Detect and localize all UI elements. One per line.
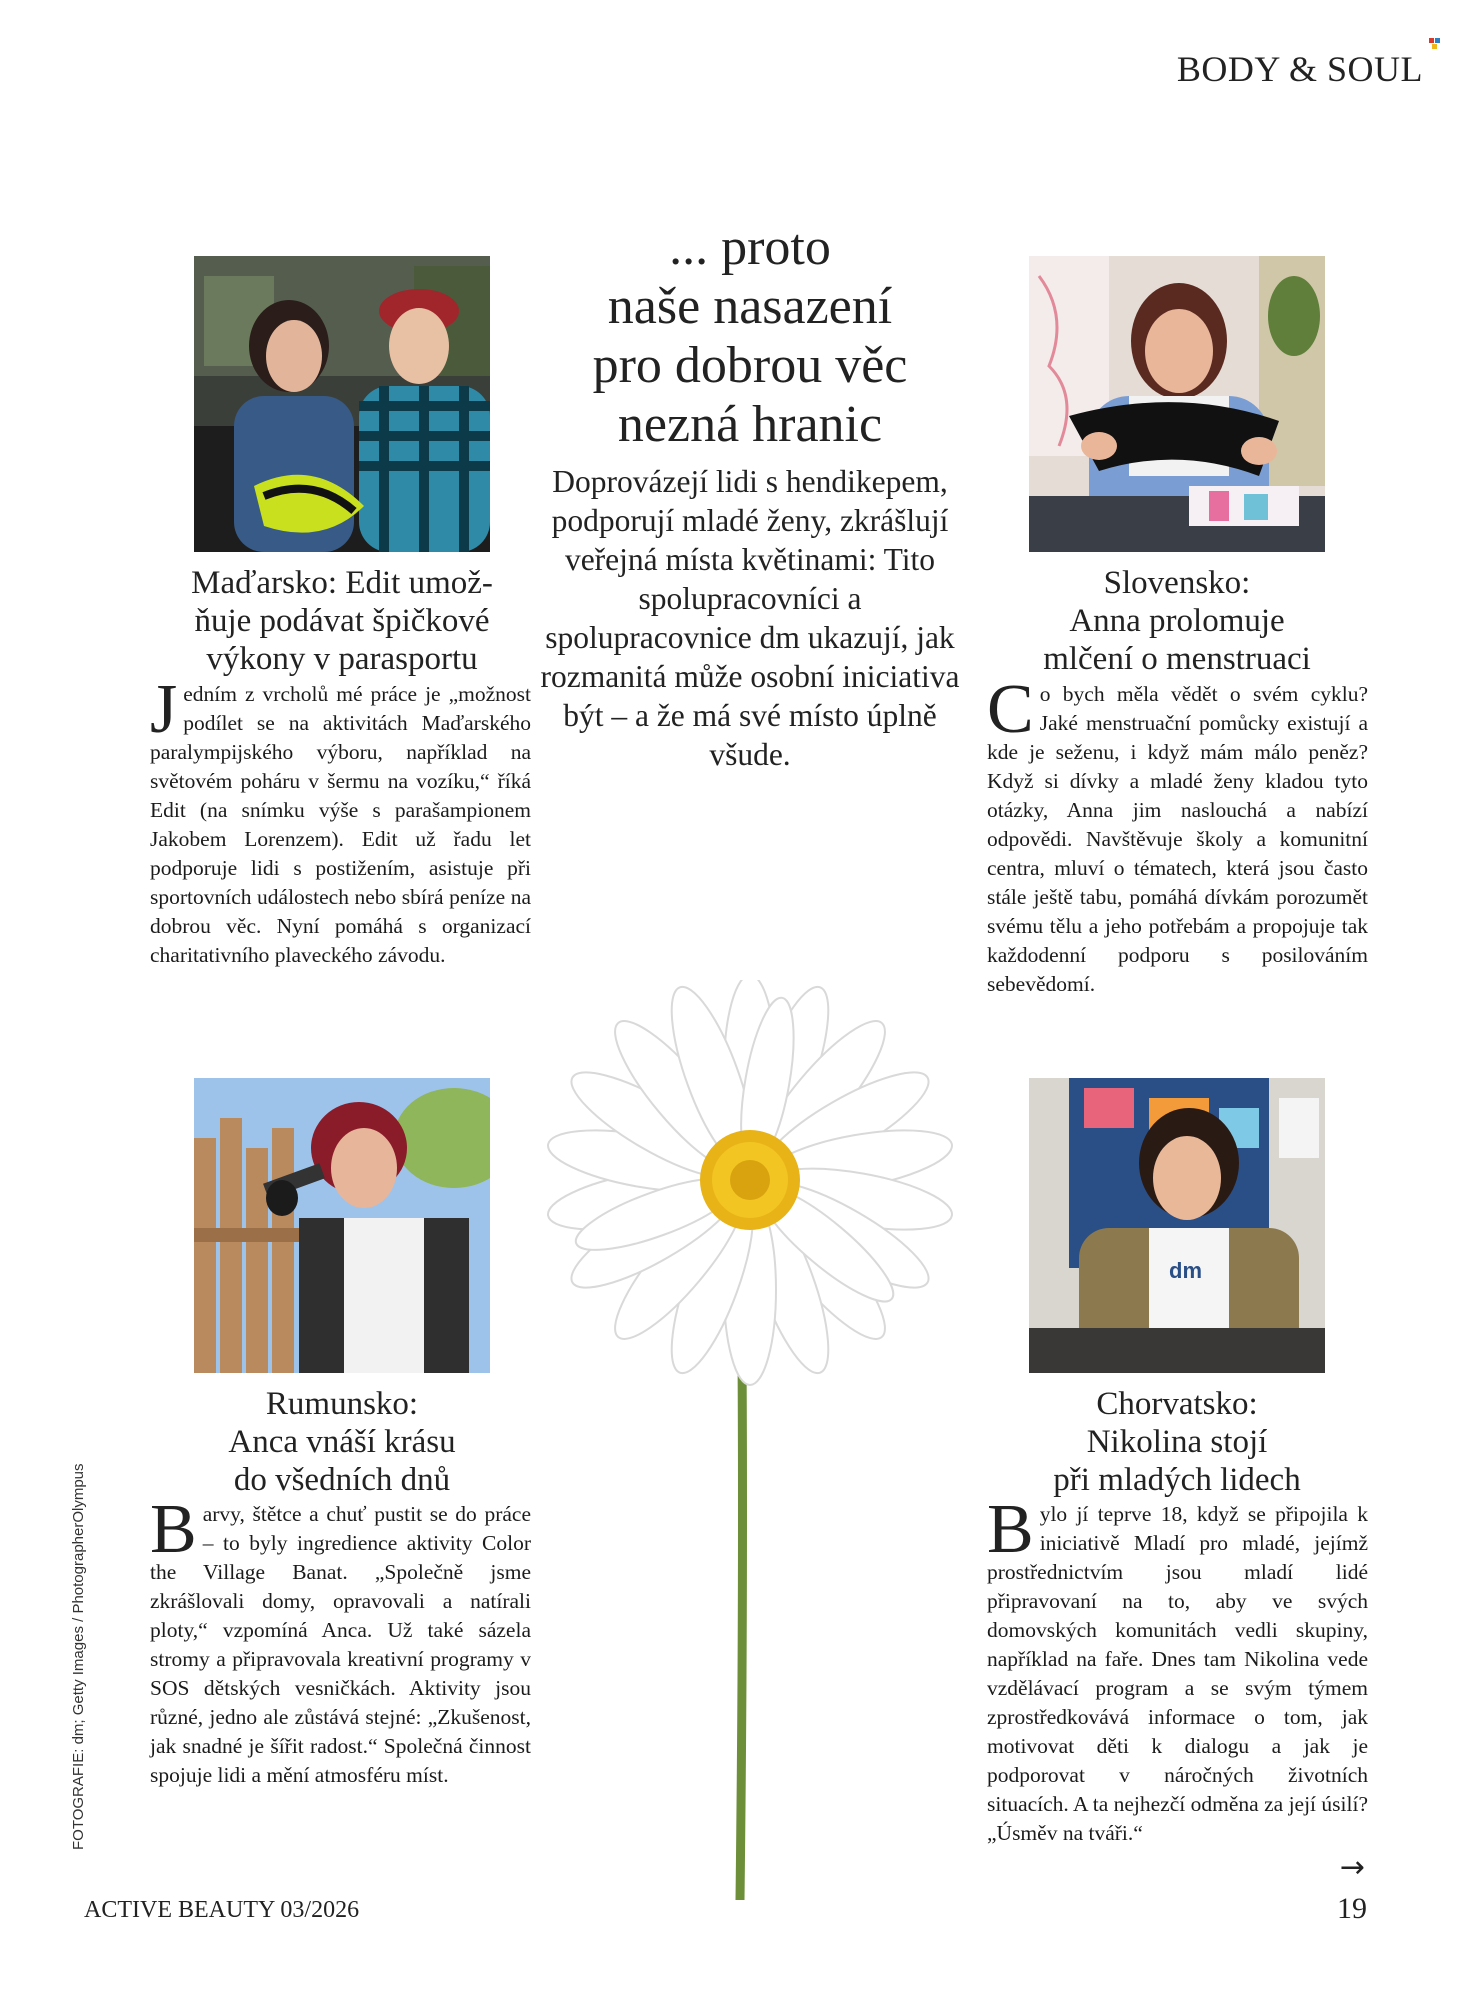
story-body-slovakia: o bych měla vědět o svém cyklu? Jaké menstruační pomůcky existují a kde je seženu, i když mám málo peněz? Když si dívky a mladé ženy kladou tyto otázky, Anna jim naslouchá a nabízí odpovědi. Navštěvuje školy a komunitní centra, mluví o tématech, která jsou často stále ještě tabu, pomáhá dívkám porozumět svému tělu a jeho potřebám a propojuje tak každodenní podporu s posilováním sebevědomí. bbox=[987, 682, 1368, 996]
corner-logo-mark bbox=[1429, 38, 1441, 50]
next-page-arrow: → bbox=[1339, 1850, 1365, 1885]
center-headline: ... proto naše nasazení pro dobrou věc nezná hranic bbox=[592, 219, 908, 453]
heading-romania: Rumunsko: Anca vnáší krásu do všedních dnů bbox=[228, 1386, 456, 1498]
story-body-croatia: ylo jí teprve 18, když se připojila k iniciativě Mladí pro mladé, jejímž prostřednictvím jsou mladí lidé připravovaní na to, aby ve svých domovských komunitách vedli skupiny, například na faře. Dnes tam Nikolina vede vzdělávací program a se svým týmem zprostředkovává informace o tom, jak motivovat děti k dialogu a jak je podporovat v náročných životních situacích. A ta nejhezčí odměna za její úsilí? „Úsměv na tváři.“ bbox=[987, 1502, 1368, 1845]
heading-hungary: Maďarsko: Edit umož- ňuje podávat špičkové výkony v parasportu bbox=[191, 565, 493, 677]
story-body-romania: arvy, štětce a chuť pustit se do práce – to byly ingredience aktivity Color the Village Banat. „Společně jsme zkrášlovali domy, opravovali a natírali ploty,“ vzpomíná Anca. Už také sázela stromy a připravovala kreativní programy v SOS dětských vesničkách. Aktivity jsou různé, jedno ale zůstává stejné: „Zkušenost, jak snadné je šířit radost.“ Společná činnost spojuje lidi a mění atmosféru míst. bbox=[150, 1502, 531, 1787]
photo-anca-romania bbox=[194, 1078, 490, 1373]
dm-logo-shirt: dm bbox=[1169, 1258, 1202, 1283]
dropcap-hungary: J bbox=[150, 671, 178, 748]
heading-croatia: Chorvatsko: Nikolina stojí při mladých lidech bbox=[1053, 1386, 1301, 1498]
story-text-croatia bbox=[987, 1491, 1368, 1848]
story-text-hungary bbox=[150, 671, 531, 970]
page-number: 19 bbox=[1337, 1892, 1367, 1925]
photo-nikolina-croatia bbox=[1029, 1078, 1325, 1373]
photo-edit-hungary bbox=[194, 256, 490, 552]
daisy-flower-illustration bbox=[540, 980, 960, 1900]
photo-credit: FOTOGRAFIE: dm; Getty Images / PhotographerOlympus bbox=[70, 1463, 87, 1850]
heading-slovakia: Slovensko: Anna prolomuje mlčení o menstruaci bbox=[1043, 565, 1311, 677]
story-text-romania bbox=[150, 1491, 531, 1790]
center-lede: Doprovázejí lidi s hendikepem, podporují mladé ženy, zkrášlují veřejná místa květinami: Tito spolupracovníci a spolupracovnice dm ukazují, jak rozmanitá může osobní iniciativa být – a že má své místo úplně všude. bbox=[540, 464, 960, 772]
dropcap-slovakia: C bbox=[987, 671, 1034, 748]
section-title: BODY & SOUL bbox=[1176, 49, 1423, 89]
photo-anna-slovakia bbox=[1029, 256, 1325, 552]
story-body-hungary: edním z vrcholů mé práce je „možnost podílet se na aktivitách Maďarského paralympijského výboru, například na světovém poháru v šermu na vozíku,“ říká Edit (na snímku výše s parašampionem Jakobem Lorenzem). Edit už řadu let podporuje lidi s postižením, asistuje při sportovních událostech nebo sbírá peníze na dobrou věc. Nyní pomáhá s organizací charitativního plaveckého závodu. bbox=[150, 682, 531, 967]
footer-magazine-issue: ACTIVE BEAUTY 03/2026 bbox=[84, 1897, 360, 1923]
story-text-slovakia bbox=[987, 671, 1368, 999]
dropcap-croatia: B bbox=[987, 1491, 1034, 1568]
dropcap-romania: B bbox=[150, 1491, 197, 1568]
